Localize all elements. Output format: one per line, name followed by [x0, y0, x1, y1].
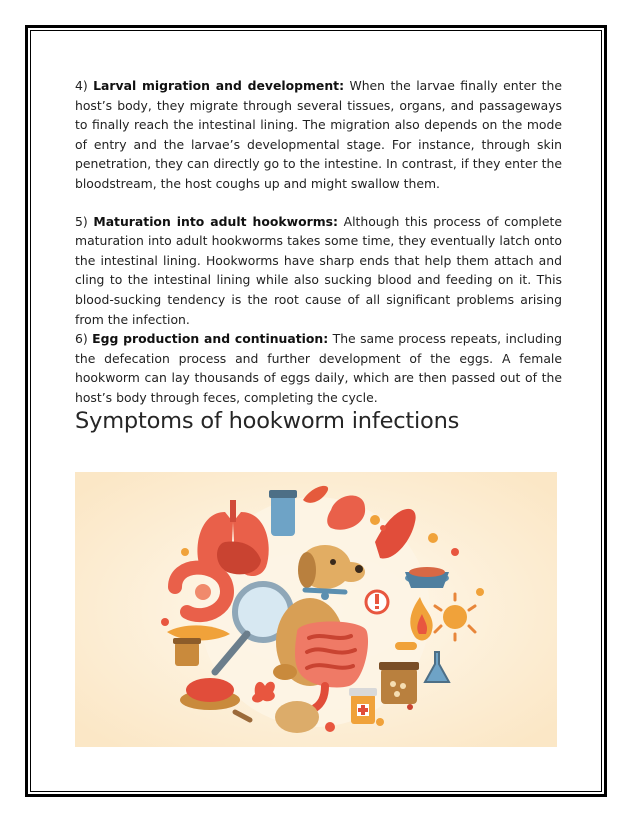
paragraph-number: 4)	[75, 78, 88, 93]
paragraph-text: Although this process of complete maturation into adult hookworms takes some time, they eventually latch onto the intestinal lining. Hookworms have sharp ends that help them attach and cling to the intestinal lining while also sucking blood and feeding on it. This blood-sucking tendency is the root cause of all significant problems arising from the infection.	[75, 213, 562, 327]
body-text	[75, 76, 562, 408]
food-bowl-icon	[405, 567, 449, 588]
jar-icon	[269, 490, 297, 536]
paragraph-larval-migration	[75, 76, 562, 194]
paragraph-text: The same process repeats, including the defecation process and further development of the eggs. A female hookworm can lay thousands of eggs daily, which are then passed out of the host’s body through feces, completing the cycle.	[75, 331, 562, 405]
paragraph-number: 5)	[75, 213, 88, 229]
paragraph-text: When the larvae finally enter the host’s body, they migrate through several tissues, organs, and passageways to finally reach the intestinal lining. The migration also depends on the mode of entry and the larvae’s developmental stage. For instance, through skin penetration, they can directly go to the intestine. In contrast, if they enter the bloodstream, the host coughs up and might swallow them.	[75, 78, 562, 191]
capsule-icon	[395, 642, 417, 650]
hookworm-symptoms-illustration	[75, 472, 557, 747]
paragraph-title: Maturation into adult hookworms:	[93, 213, 338, 229]
supplement-jar-icon	[173, 638, 201, 666]
paragraph-title: Larval migration and development:	[93, 78, 345, 93]
paragraph-egg-production	[75, 329, 562, 407]
section-heading: Symptoms of hookworm infections	[75, 408, 460, 434]
potato-icon	[275, 701, 319, 733]
paragraph-title: Egg production and continuation:	[92, 331, 329, 347]
medicine-jar-icon	[379, 662, 419, 704]
pill-bottle-icon	[349, 688, 377, 724]
paragraph-number: 6)	[75, 331, 88, 347]
warning-icon	[366, 591, 388, 613]
paragraph-maturation	[75, 212, 562, 330]
